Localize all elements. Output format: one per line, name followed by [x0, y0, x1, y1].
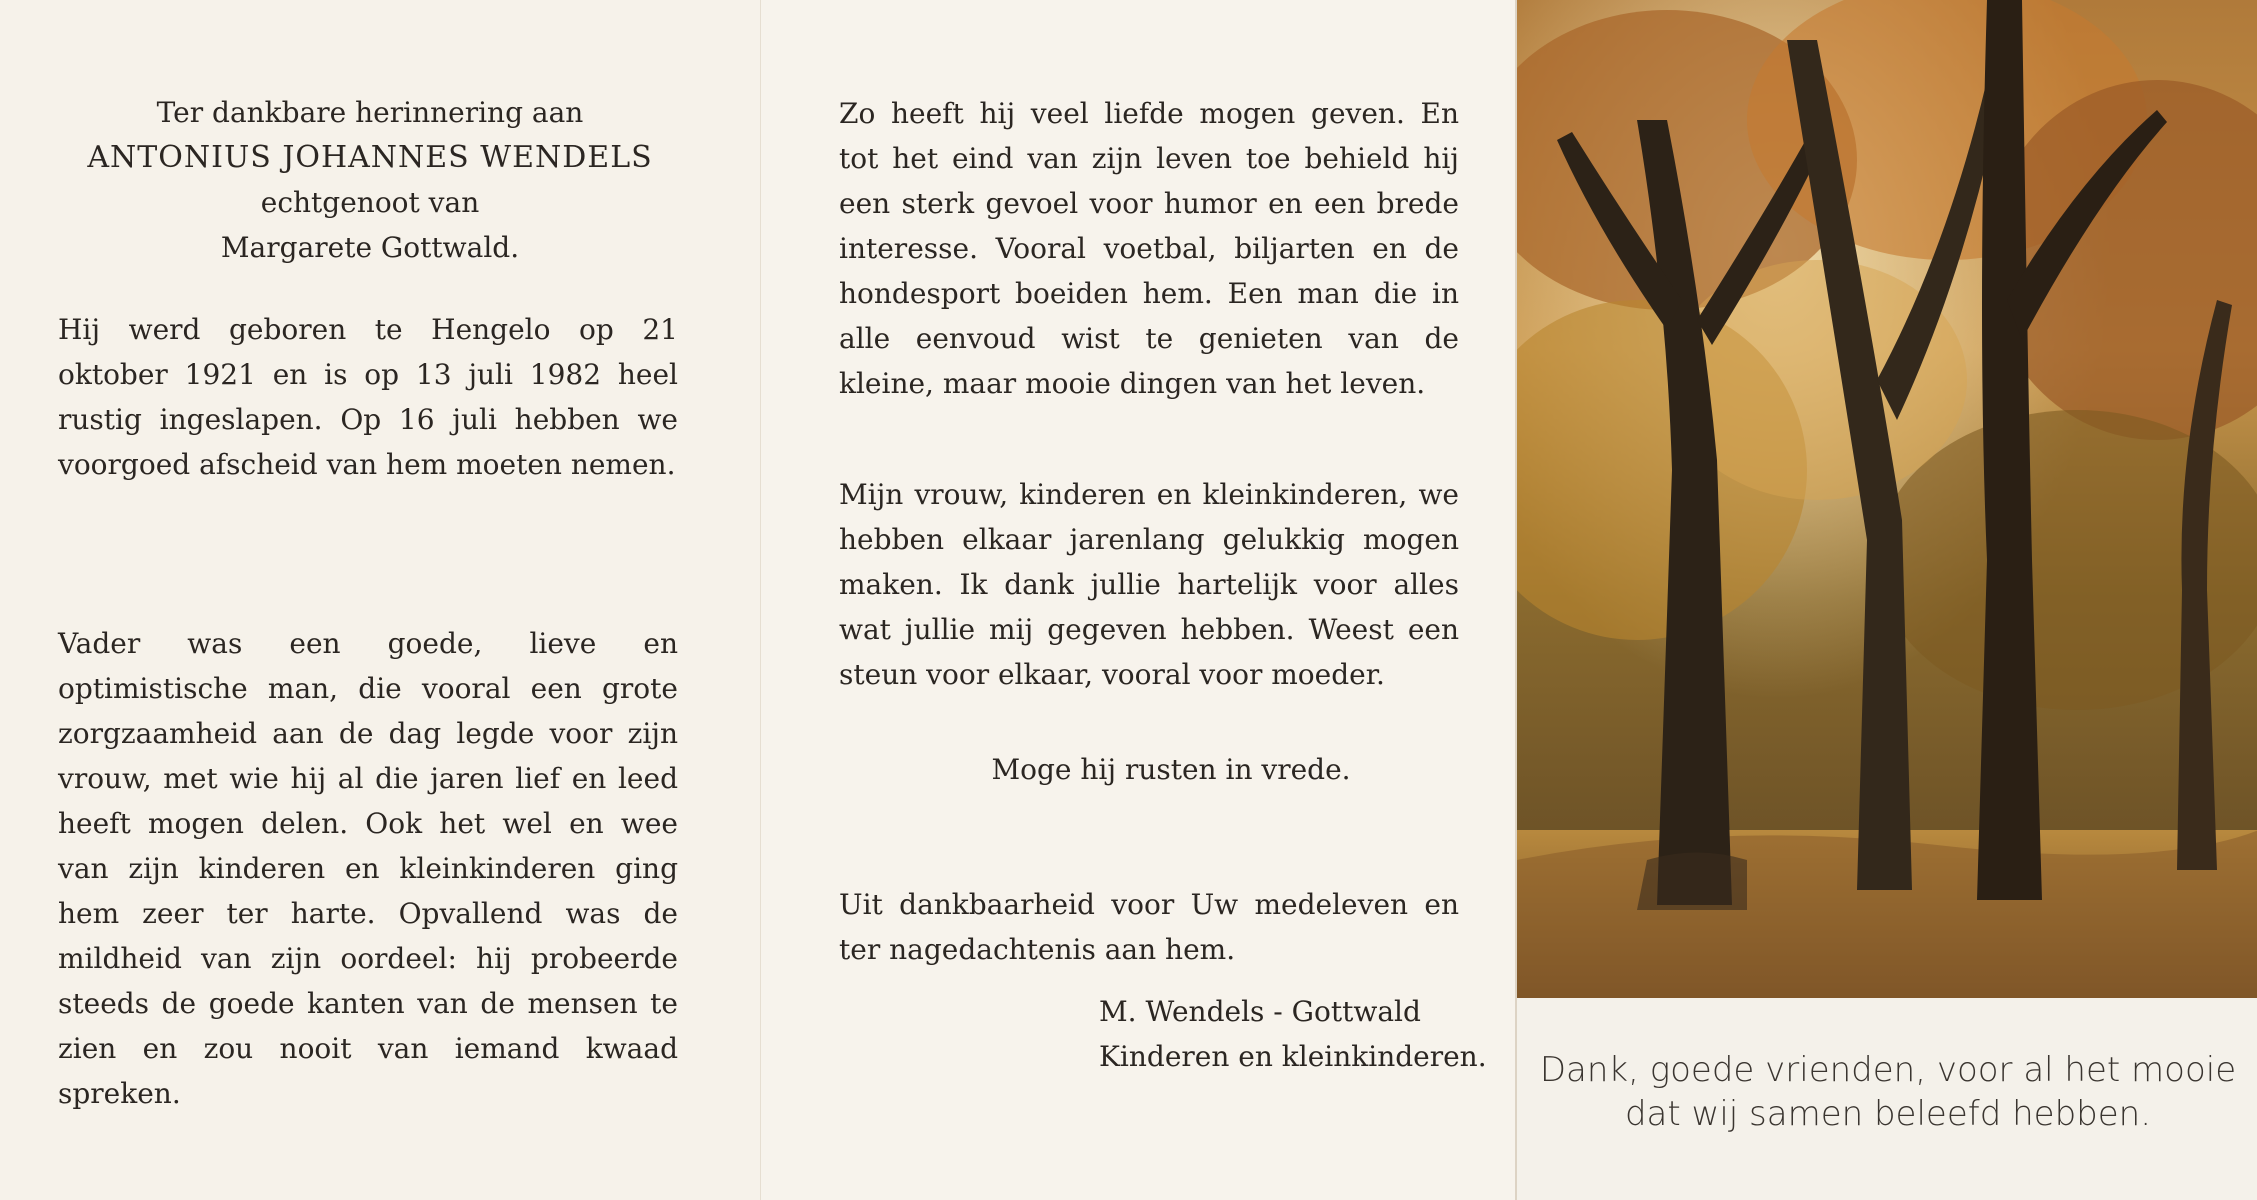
- character-paragraph: Vader was een goede, lieve en optimistische man, die vooral een grote zorgzaamheid aan de dag legde voor zijn vrouw, met wie hij al die jaren lief en leed heeft mogen delen. Ook het wel en wee van zijn kinderen en kleinkinderen ging hem zeer ter harte. Opvallend was de mildheid van zijn oordeel: hij probeerde steeds de goede kanten van de mensen te zien en zou nooit van iemand kwaad spreken.: [58, 627, 678, 1110]
- signature-family: Kinderen en kleinkinderen.: [1099, 1040, 1487, 1073]
- memorial-header: [0, 90, 740, 270]
- blessing-line: Moge hij rusten in vrede.: [991, 753, 1351, 786]
- card-right-panel: [1515, 0, 2257, 1200]
- autumn-forest-photo: [1517, 0, 2257, 998]
- gratitude-paragraph: Uit dankbaarheid voor Uw medeleven en ter nagedachtenis aan hem.: [839, 888, 1459, 966]
- caption-line-1: Dank, goede vrienden, voor al het mooie: [1539, 1050, 2237, 1090]
- family-message-paragraph: Mijn vrouw, kinderen en kleinkinderen, we hebben elkaar jarenlang gelukkig mogen maken. Ik dank jullie hartelijk voor alles wat jullie mij gegeven hebben. Weest een steun voor elkaar, vooral voor moeder.: [839, 478, 1459, 691]
- deceased-name: ANTONIUS JOHANNES WENDELS: [87, 140, 653, 175]
- birth-death-paragraph: Hij werd geboren te Hengelo op 21 oktober 1921 en is op 13 juli 1982 heel rustig ingeslapen. Op 16 juli hebben we voorgoed afscheid van hem moeten nemen.: [58, 313, 678, 481]
- photo-caption: [1517, 1048, 2257, 1136]
- dedication-line: Ter dankbare herinnering aan: [156, 96, 584, 129]
- life-paragraph: Zo heeft hij veel liefde mogen geven. En tot het eind van zijn leven toe behield hij een sterk gevoel voor humor en een brede interesse. Vooral voetbal, biljarten en de hondesport boeiden hem. Een man die in alle eenvoud wist te genieten van de kleine, maar mooie dingen van het leven.: [839, 97, 1459, 400]
- signature-block: [1099, 989, 1499, 1079]
- card-left-panel: [0, 0, 760, 1200]
- card-middle-panel: [760, 0, 1515, 1200]
- signature-name: M. Wendels - Gottwald: [1099, 995, 1421, 1028]
- caption-line-2: dat wij samen beleefd hebben.: [1624, 1094, 2152, 1134]
- relation-line: echtgenoot van: [260, 186, 480, 219]
- spouse-name: Margarete Gottwald.: [220, 231, 520, 264]
